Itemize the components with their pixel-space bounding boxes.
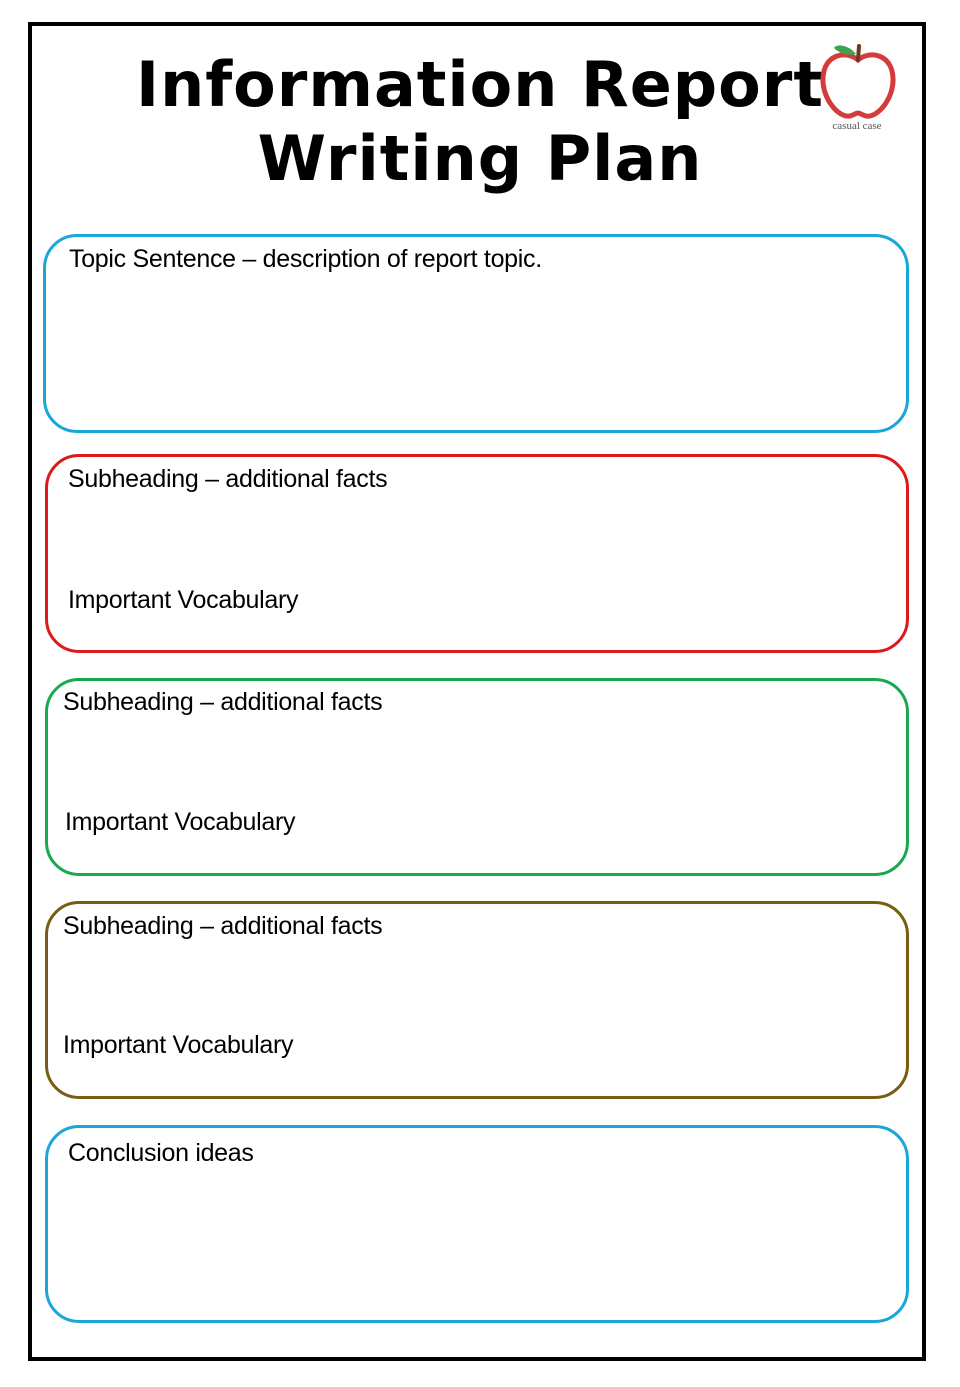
casual-case-logo xyxy=(812,42,902,138)
subheading-box-1[interactable] xyxy=(45,454,909,653)
subheading-label-2: Subheading – additional facts xyxy=(63,688,383,716)
subheading-label-3: Subheading – additional facts xyxy=(63,912,383,940)
subheading-box-3[interactable] xyxy=(45,901,909,1099)
conclusion-box[interactable] xyxy=(45,1125,909,1323)
vocabulary-label-2: Important Vocabulary xyxy=(65,808,296,836)
apple-icon xyxy=(818,42,896,120)
subheading-label-1: Subheading – additional facts xyxy=(68,465,388,493)
topic-sentence-box[interactable] xyxy=(43,234,909,433)
topic-sentence-label: Topic Sentence – description of report topic. xyxy=(69,245,542,273)
conclusion-label: Conclusion ideas xyxy=(68,1139,254,1167)
vocabulary-label-3: Important Vocabulary xyxy=(63,1031,294,1059)
title-line-2: Writing Plan xyxy=(257,122,703,195)
vocabulary-label-1: Important Vocabulary xyxy=(68,586,299,614)
subheading-box-2[interactable] xyxy=(45,678,909,876)
logo-text: casual case xyxy=(832,120,882,132)
title-line-1: Information Report xyxy=(136,48,824,121)
